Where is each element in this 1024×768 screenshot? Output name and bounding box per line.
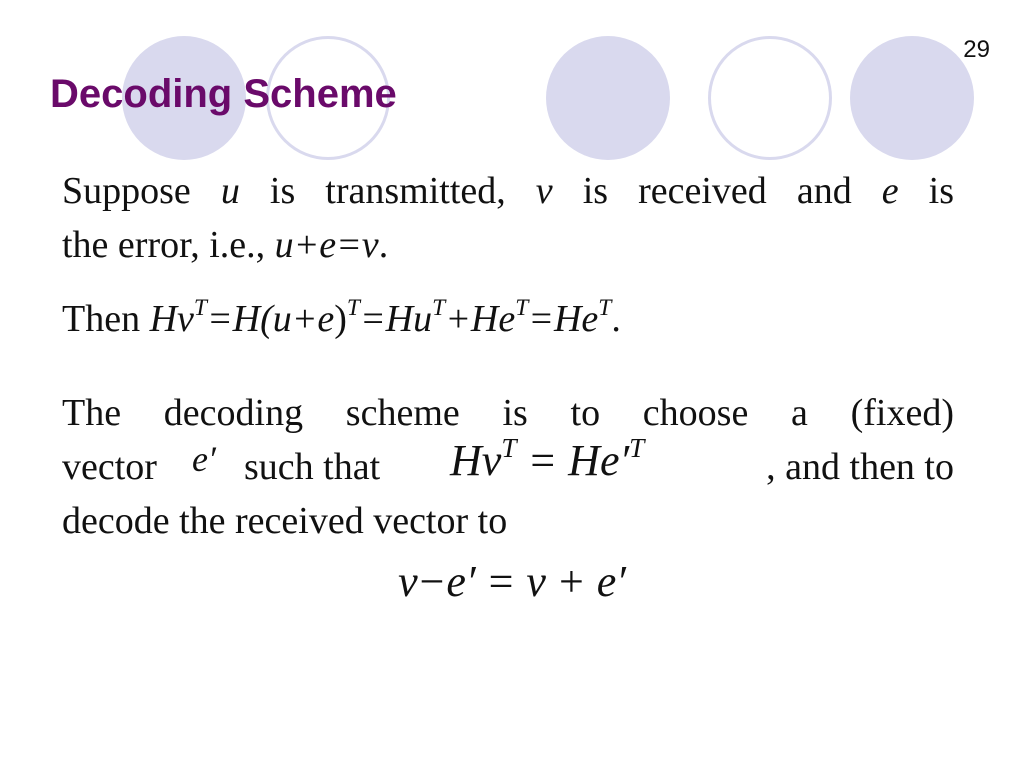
math-sup: T bbox=[598, 295, 612, 321]
text-line: decode the received vector to bbox=[62, 500, 508, 542]
math: u+e bbox=[272, 298, 335, 340]
text-line bbox=[62, 432, 954, 494]
text: Suppose bbox=[62, 170, 191, 212]
math-sup: T bbox=[432, 295, 446, 321]
math: Hv bbox=[450, 436, 502, 485]
decor-circle bbox=[708, 36, 832, 160]
text: the error, i.e., bbox=[62, 224, 266, 266]
math: ) bbox=[334, 298, 347, 340]
math-sup: T bbox=[515, 295, 529, 321]
math-operator: + bbox=[558, 557, 584, 606]
math-operator: = bbox=[488, 557, 514, 606]
text-line bbox=[62, 164, 954, 218]
math: v bbox=[398, 557, 418, 606]
text: is bbox=[928, 170, 955, 212]
equation-syndrome-match bbox=[450, 434, 644, 488]
math-sup: T bbox=[501, 432, 517, 463]
equation-inline: u+e=v bbox=[274, 224, 379, 266]
math-e-prime: e′ bbox=[192, 439, 216, 479]
math: e′ bbox=[596, 557, 626, 606]
text-line bbox=[62, 218, 954, 272]
paragraph-assumption bbox=[62, 164, 954, 272]
text-line: The decoding scheme is to choose a (fixed) bbox=[62, 392, 954, 434]
math: e′ bbox=[446, 557, 476, 606]
text: such that bbox=[244, 446, 381, 488]
text: . bbox=[611, 298, 621, 340]
text: Then bbox=[62, 298, 141, 340]
text-line bbox=[62, 292, 954, 346]
var-e: e bbox=[881, 170, 899, 212]
math: =H( bbox=[207, 298, 273, 340]
page-number: 29 bbox=[963, 36, 990, 63]
var-u: u bbox=[220, 170, 240, 212]
decor-circle bbox=[546, 36, 670, 160]
text: , and then to bbox=[766, 446, 954, 488]
text: is received and bbox=[582, 170, 852, 212]
paragraph-decoding bbox=[62, 386, 954, 548]
math-sup: T bbox=[346, 295, 361, 321]
math-sup: T bbox=[629, 432, 645, 463]
math: = He′ bbox=[516, 436, 630, 485]
math: Hv bbox=[149, 298, 194, 340]
text: . bbox=[378, 224, 389, 266]
slide-title: Decoding Scheme bbox=[50, 72, 397, 116]
paragraph-syndrome bbox=[62, 292, 954, 346]
math-sup: T bbox=[193, 295, 207, 321]
math: +He bbox=[445, 298, 516, 340]
math: =He bbox=[528, 298, 599, 340]
text: vector bbox=[62, 446, 157, 488]
decor-circle bbox=[850, 36, 974, 160]
text: is transmitted, bbox=[269, 170, 506, 212]
var-v: v bbox=[535, 170, 553, 212]
math: v bbox=[526, 557, 546, 606]
math-operator: − bbox=[419, 557, 445, 606]
math: =Hu bbox=[360, 298, 433, 340]
equation-decoded-vector bbox=[0, 556, 1024, 607]
